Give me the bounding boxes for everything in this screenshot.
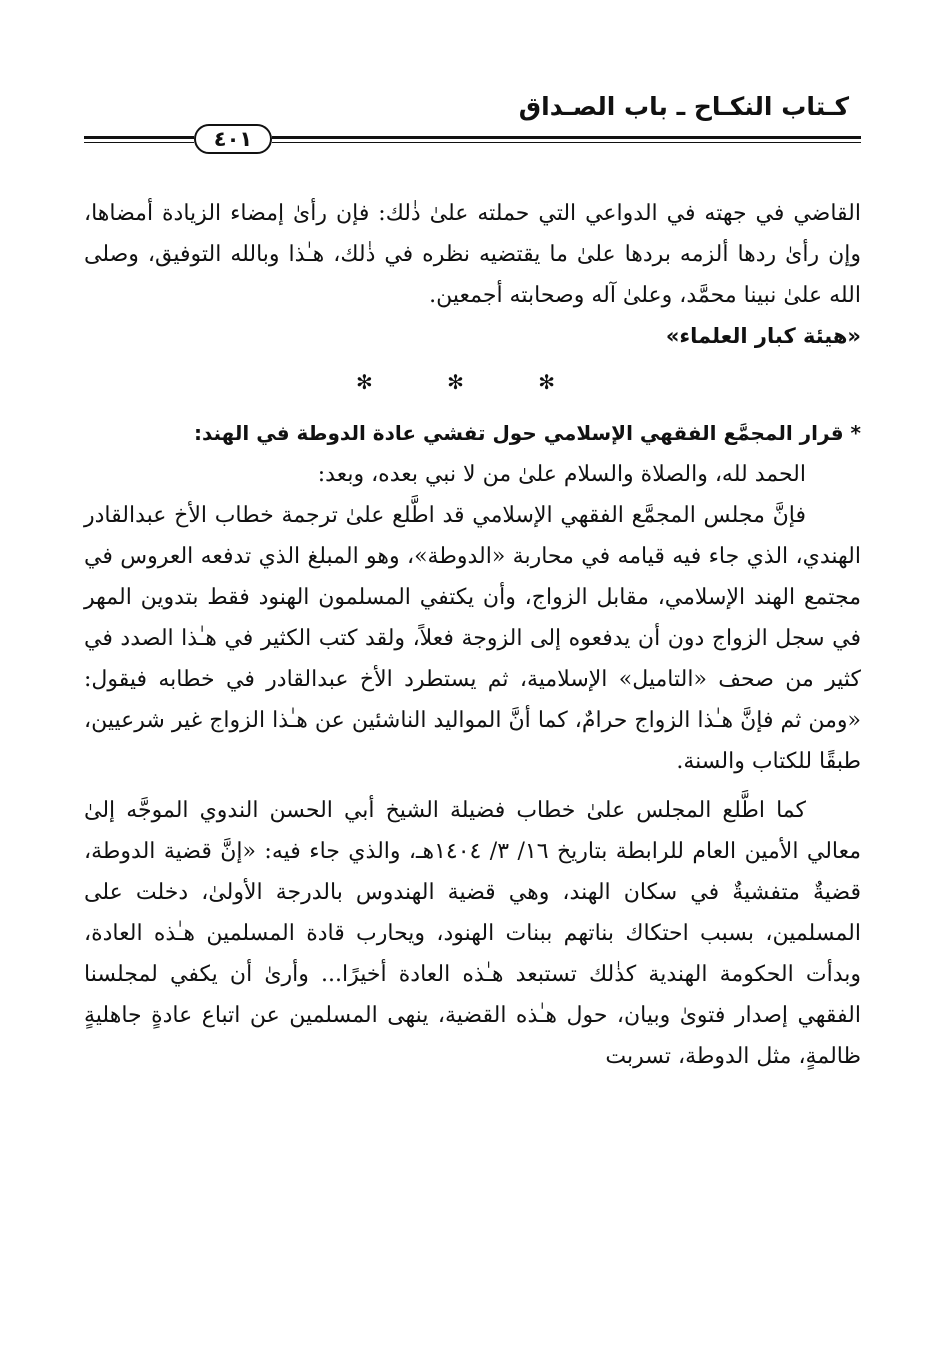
- header-rule-right: [272, 136, 861, 143]
- paragraph-letter: كما اطَّلع المجلس علىٰ خطاب فضيلة الشيخ أبي الحسن الندوي الموجَّه إلىٰ معالي الأمين العام للرابطة بتاريخ ١٦/ ٣/ ١٤٠٤هـ، والذي جاء فيه: «إنَّ قضية الدوطة، قضيةٌ متفشيةٌ في سكان الهند، وهي قضية الهندوس بالدرجة الأولىٰ، دخلت على المسلمين، بسبب احتكاك بناتهم ببنات الهنود، ويحارب قادة المسلمين هـٰذه العادة، وبدأت الحكومة الهندية كذٰلك تستبعد هـٰذه العادة أخيرًا... وأرىٰ أن يكفي لمجلسنا الفقهي إصدار فتوىٰ وبيان، حول هـٰذه القضية، ينهى المسلمين عن اتباع عادةٍ جاهليةٍ ظالمةٍ، مثل الدوطة، تسربت: [84, 798, 861, 1069]
- paragraph-resolution: فإنَّ مجلس المجمَّع الفقهي الإسلامي قد اطَّلع علىٰ ترجمة خطاب الأخ عبدالقادر الهندي، الذي جاء فيه قيامه في محاربة «الدوطة»، وهو المبلغ الذي تدفعه العروس في مجتمع الهند الإسلامي، مقابل الزواج، وأن يكتفي المسلمون الهنود فقط بتدوين المهر في سجل الزواج دون أن يدفعوه إلى الزوجة فعلاً، ولقد كتب الكثير في هـٰذا الصدد في كثير من صحف «التاميل» الإسلامية، ثم يستطرد الأخ عبدالقادر في خطابه فيقول: «ومن ثم فإنَّ هـٰذا الزواج حرامٌ، كما أنَّ المواليد الناشئين عن هـٰذا الزواج غير شرعيين، طبقًا للكتاب والسنة.: [84, 503, 861, 774]
- header-rule-left: [84, 136, 194, 143]
- paragraph-closing: القاضي في جهته في الدواعي التي حملته علىٰ ذٰلك: فإن رأىٰ إمضاء الزيادة أمضاها، وإن رأىٰ ردها ألزمه بردها علىٰ ما يقتضيه نظره في ذٰلك، هـٰذا وبالله التوفيق، وصلى الله علىٰ نبينا محمَّد، وعلىٰ آله وصحابته أجمعين.: [84, 201, 861, 308]
- section-heading: * قرار المجمَّع الفقهي الإسلامي حول تفشي عادة الدوطة في الهند:: [193, 421, 861, 445]
- main-text: [84, 193, 861, 1077]
- running-head-title: كـتاب النكـاح ـ باب الصـداق: [518, 92, 849, 121]
- header-rule: [84, 126, 861, 156]
- section-separator: ✻ ✻ ✻: [356, 370, 589, 394]
- paragraph-opening: الحمد لله، والصلاة والسلام علىٰ من لا نبي بعده، وبعد:: [317, 462, 806, 487]
- signature: «هيئة كبار العلماء»: [665, 324, 861, 348]
- page-number: ٤٠١: [194, 124, 272, 154]
